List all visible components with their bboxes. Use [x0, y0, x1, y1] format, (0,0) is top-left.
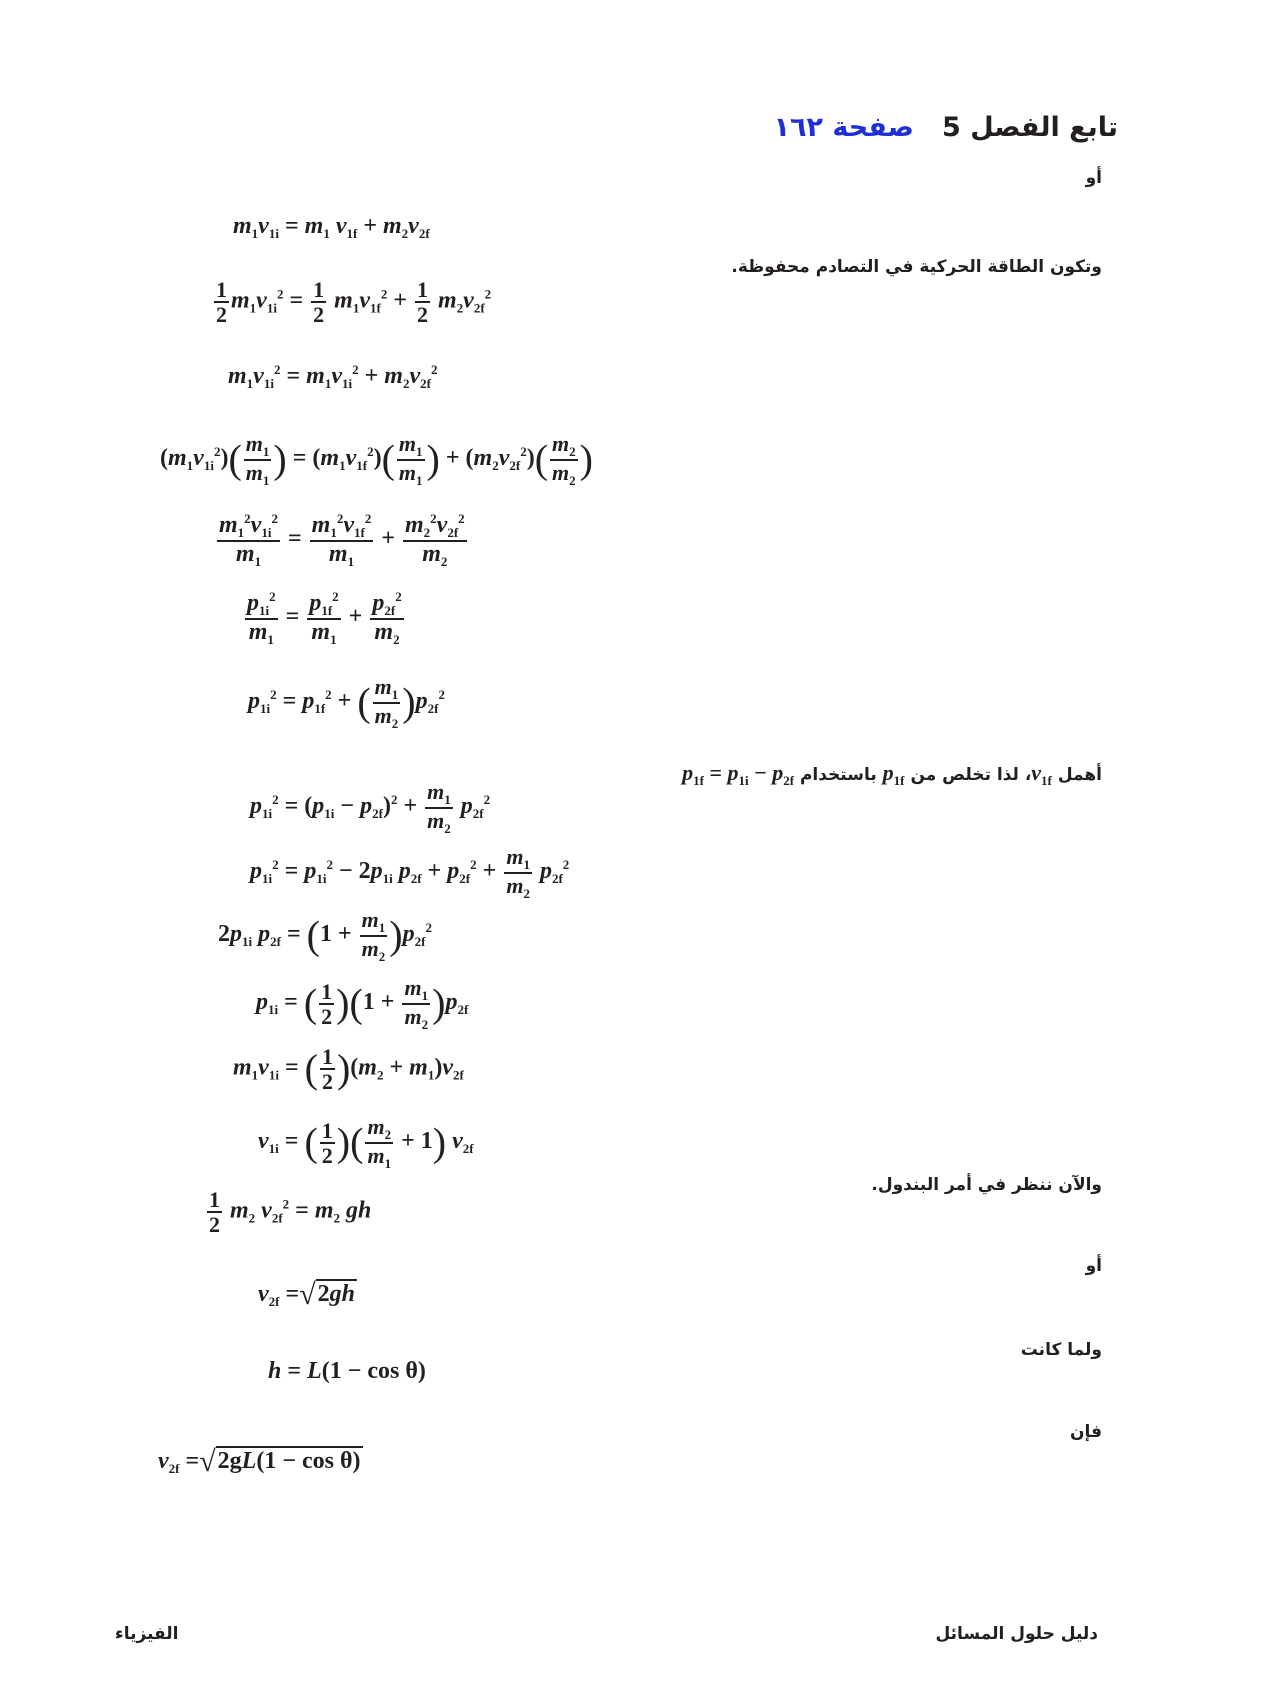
eq-kinetic-simplified: $m_1v_{1i}^2 = m_1v_{1i}^2 + m_2v_{2f}^2$: [228, 362, 438, 391]
neglect-pre: أهمل: [1057, 765, 1102, 785]
footer-subject: الفيزياء: [115, 1624, 179, 1644]
eq-collect: $2p_{1i}$ $p_{2f} = (1$ + $\frac{m_1}{m_2}$ )$p_{2f}^2$: [218, 907, 432, 964]
math-p1f-inline: $p_{1f}$: [882, 760, 905, 788]
eq-momentum-squared: $\frac{p_{1i}^2}{m_1}$ = $\frac{p_{1f}^2}{m_1}$ + $\frac{p_{2f}^2}{m_2}$: [247, 589, 402, 647]
neglect-mid: ، لذا تخلص من: [910, 765, 1032, 785]
eq-expand: $p_{1i}^2 = p_{1i}^2 - 2p_{1i}$ $p_{2f} + p_{2f}^2$ + $\frac{m_1}{m_2}$ $p_{2f}^2$: [250, 844, 570, 901]
eq-p1i-squared: $p_{1i}^2 = p_{1f}^2$ + ( $\frac{m_1}{m_2}$ )$p_{2f}^2$: [248, 674, 445, 731]
text-kinetic-conserved: وتكون الطاقة الحركية في التصادم محفوظة.: [731, 257, 1102, 277]
eq-v2f: $v_{2f} =√2gh$: [258, 1278, 356, 1311]
text-since: ولما كانت: [1020, 1340, 1102, 1360]
page-heading: [774, 112, 1118, 143]
page-reference: صفحة ١٦٢: [773, 112, 914, 143]
text-then: فإن: [1069, 1422, 1102, 1442]
eq-momentum: $m_1v_{1i} = m_1$ $v_{1f} + m_2v_{2f}$: [233, 213, 430, 241]
text-or-2: أو: [1085, 1256, 1102, 1276]
eq-p1i: $p_{1i}$ = ( $\frac{1}{2}$ )(1 + $\frac{m_1}{m_2}$ )$p_{2f}$: [256, 975, 469, 1032]
eq-height: h = L(1 − cos θ): [268, 1358, 426, 1384]
math-p1f-relation: $p_{1f} = p_{1i} - p_{2f}$: [682, 760, 795, 788]
eq-substitute: $p_{1i}^2 = (p_{1i} - p_{2f})^2$ + $\frac{m_1}{m_2}$ $p_{2f}^2$: [250, 779, 491, 836]
chapter-title: تابع الفصل 5: [942, 112, 1118, 143]
eq-m1v1i: $m_1v_{1i}$ = ( $\frac{1}{2}$ )$(m_2 + m_1)v_{2f}$: [233, 1044, 464, 1095]
math-v1f-inline: $v_{1f}$: [1031, 760, 1052, 788]
text-neglect-line: [682, 760, 1102, 789]
eq-v2f-final: $v_{2f} =√2gL(1 - \cos \theta)$: [158, 1445, 361, 1478]
neglect-using: باستخدام: [799, 765, 877, 785]
eq-multiply-mass: $(m_1v_{1i}^2)$( $\frac{m_1}{m_1}$ ) = $(m_1v_{1f}^2)$( $\frac{m_1}{m_1}$ ) + $(m_2v_{2f}^2)$( $\frac{m_2}{m_2}$ ): [160, 431, 593, 488]
eq-kinetic-energy: $\frac{1}{2}$ $m_1v_{1i}^2$ = $\frac{1}{2}$ $m_1v_{1f}^2$ + $\frac{1}{2}$ $m_2v_{2f}^2$: [216, 277, 492, 328]
text-pendulum: والآن ننظر في أمر البندول.: [871, 1175, 1102, 1195]
eq-squared-mass: $\frac{m_1^2v_{1i}^2}{m_1}$ = $\frac{m_1^2v_{1f}^2}{m_1}$ + $\frac{m_2^2v_{2f}^2}{m_2}$: [219, 511, 465, 569]
eq-v1i: $v_{1i}$ = ( $\frac{1}{2}$ )( $\frac{m_2}{m_1}$ + 1) $v_{2f}$: [258, 1114, 474, 1171]
text-or-1: أو: [1085, 168, 1102, 188]
footer-guide-title: دليل حلول المسائل: [935, 1624, 1098, 1644]
eq-energy-height: $\frac{1}{2}$ $m_2$ $v_{2f}^2 = m_2$ gh: [209, 1187, 372, 1238]
